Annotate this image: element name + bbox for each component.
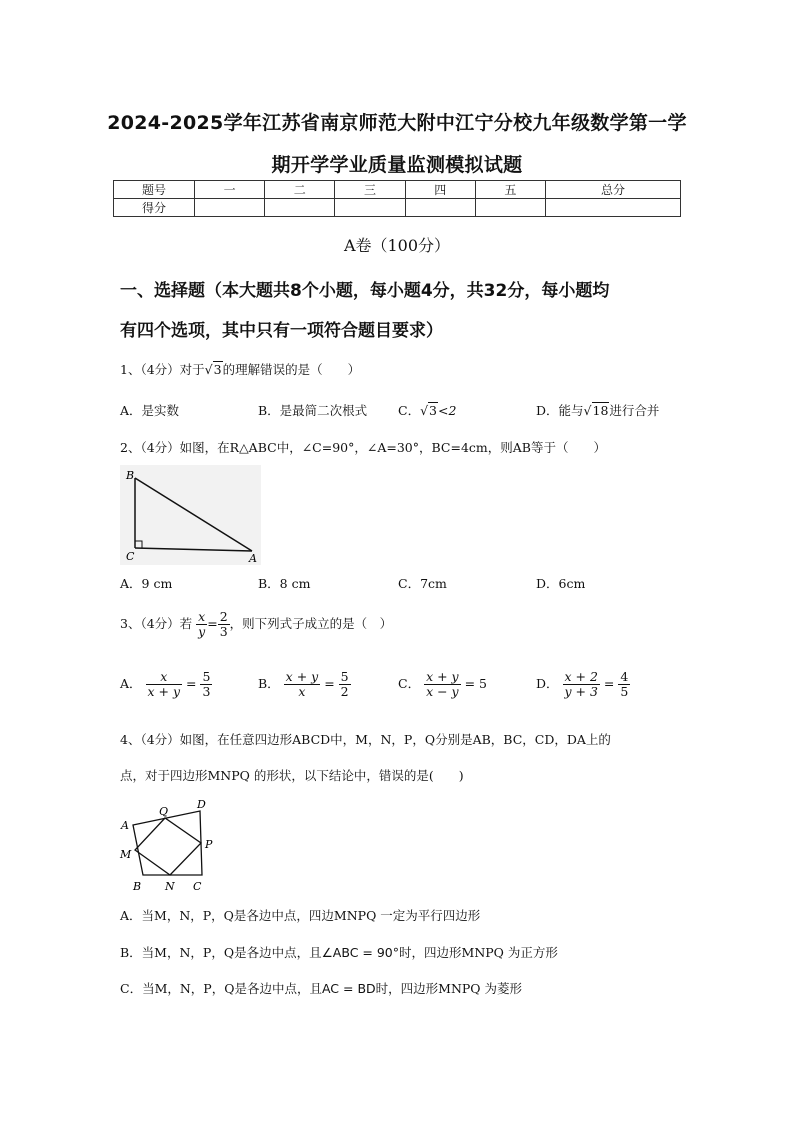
q3-condition-fraction: $\frac{x}{y}$ xyxy=(198,609,206,639)
point-label-p: P xyxy=(205,838,213,851)
score-input-cell[interactable] xyxy=(195,199,265,217)
q1-option-d[interactable]: D．能与√18进行合并 xyxy=(536,403,660,418)
vertex-label-c: C xyxy=(193,880,202,893)
point-label-n: N xyxy=(165,880,175,893)
quadrilateral-abcd xyxy=(133,811,202,875)
question-1-stem xyxy=(120,360,360,378)
score-table xyxy=(113,180,681,217)
score-cell: 五 xyxy=(475,181,545,199)
section-1-heading-line2: 有四个选项，其中只有一项符合题目要求） xyxy=(120,321,443,341)
score-input-cell[interactable] xyxy=(475,199,545,217)
score-cell: 得分 xyxy=(114,199,195,217)
point-label-m: M xyxy=(120,848,132,861)
score-table-score-row xyxy=(114,199,681,217)
score-input-cell[interactable] xyxy=(335,199,405,217)
score-cell: 题号 xyxy=(114,181,195,199)
q1-option-a[interactable]: A．是实数 xyxy=(120,403,180,418)
exam-title-line1: 2024-2025学年江苏省南京师范大附中江宁分校九年级数学第一学 xyxy=(107,112,687,134)
section-1-heading-line1: 一、选择题（本大题共8个小题，每小题4分，共32分，每小题均 xyxy=(120,281,610,301)
question-4-stem-line2: 点，对于四边形MNPQ 的形状，以下结论中，错误的是( ) xyxy=(120,768,464,783)
quadrilateral-mnpq xyxy=(135,818,201,875)
score-input-cell[interactable] xyxy=(265,199,335,217)
q4-option-c[interactable]: C．当M，N，P，Q是各边中点，且AC = BD时，四边形MNPQ 为菱形 xyxy=(120,981,523,996)
score-cell: 四 xyxy=(405,181,475,199)
q3-option-a[interactable]: A． $\frac{x}{x + y}$ = $\frac{5}{3}$ xyxy=(120,669,211,699)
question-3-stem: 3、（4分）若 $\frac{x}{y}$ = $\frac{2}{3}$ ，则下列式子成立的是（ ） xyxy=(120,609,393,639)
q3-option-c[interactable]: C． $\frac{x + y}{x - y}$ = 5 xyxy=(398,669,487,699)
q2-option-b[interactable]: B．8 cm xyxy=(258,576,311,591)
score-cell: 二 xyxy=(265,181,335,199)
question-2-stem: 2、（4分）如图，在R△ABC中，∠C=90°，∠A=30°，BC=4cm，则AB等于（ ） xyxy=(120,440,606,455)
score-input-cell[interactable] xyxy=(405,199,475,217)
vertex-label-b: B xyxy=(133,880,142,893)
q2-option-d[interactable]: D．6cm xyxy=(536,576,586,591)
q4-option-a[interactable]: A．当M，N，P，Q是各边中点，四边MNPQ 一定为平行四边形 xyxy=(120,908,481,923)
vertex-label-d: D xyxy=(197,798,206,811)
q4-quadrilateral-figure xyxy=(115,795,225,895)
score-table-header-row xyxy=(114,181,681,199)
q1-option-b[interactable]: B．是最简二次根式 xyxy=(258,403,368,418)
q4-option-b[interactable]: B．当M，N，P，Q是各边中点，且∠ABC = 90°时，四边形MNPQ 为正方形 xyxy=(120,945,558,960)
score-cell: 三 xyxy=(335,181,405,199)
q2-option-a[interactable]: A．9 cm xyxy=(120,576,173,591)
q2-triangle-figure xyxy=(118,465,263,565)
vertex-label-b: B xyxy=(126,469,135,482)
q1-prefix: 1、（4分）对于 xyxy=(120,362,205,377)
score-input-cell[interactable] xyxy=(546,199,681,217)
score-cell: 一 xyxy=(195,181,265,199)
q2-option-c[interactable]: C．7cm xyxy=(398,576,447,591)
vertex-label-a: A xyxy=(249,552,257,565)
q3-option-d[interactable]: D． $\frac{x + 2}{y + 3}$ = $\frac{4}{5}$ xyxy=(536,669,629,699)
section-a-heading: A卷（100分） xyxy=(343,236,451,255)
q1-suffix: 的理解错误的是（ ） xyxy=(222,362,361,377)
question-4-stem-line1: 4、（4分）如图，在任意四边形ABCD中，M，N，P，Q分别是AB，BC，CD，DA上的 xyxy=(120,732,611,747)
point-label-q: Q xyxy=(159,805,169,818)
q1-option-c[interactable]: C．√3<2 xyxy=(398,403,457,418)
q3-option-b[interactable]: B． $\frac{x + y}{x}$ = $\frac{5}{2}$ xyxy=(258,669,349,699)
exam-title-line2: 期开学学业质量监测模拟试题 xyxy=(271,154,523,176)
score-cell: 总分 xyxy=(546,181,681,199)
vertex-label-a: A xyxy=(121,819,129,832)
sqrt-symbol: √3 xyxy=(204,362,222,377)
vertex-label-c: C xyxy=(126,550,135,563)
